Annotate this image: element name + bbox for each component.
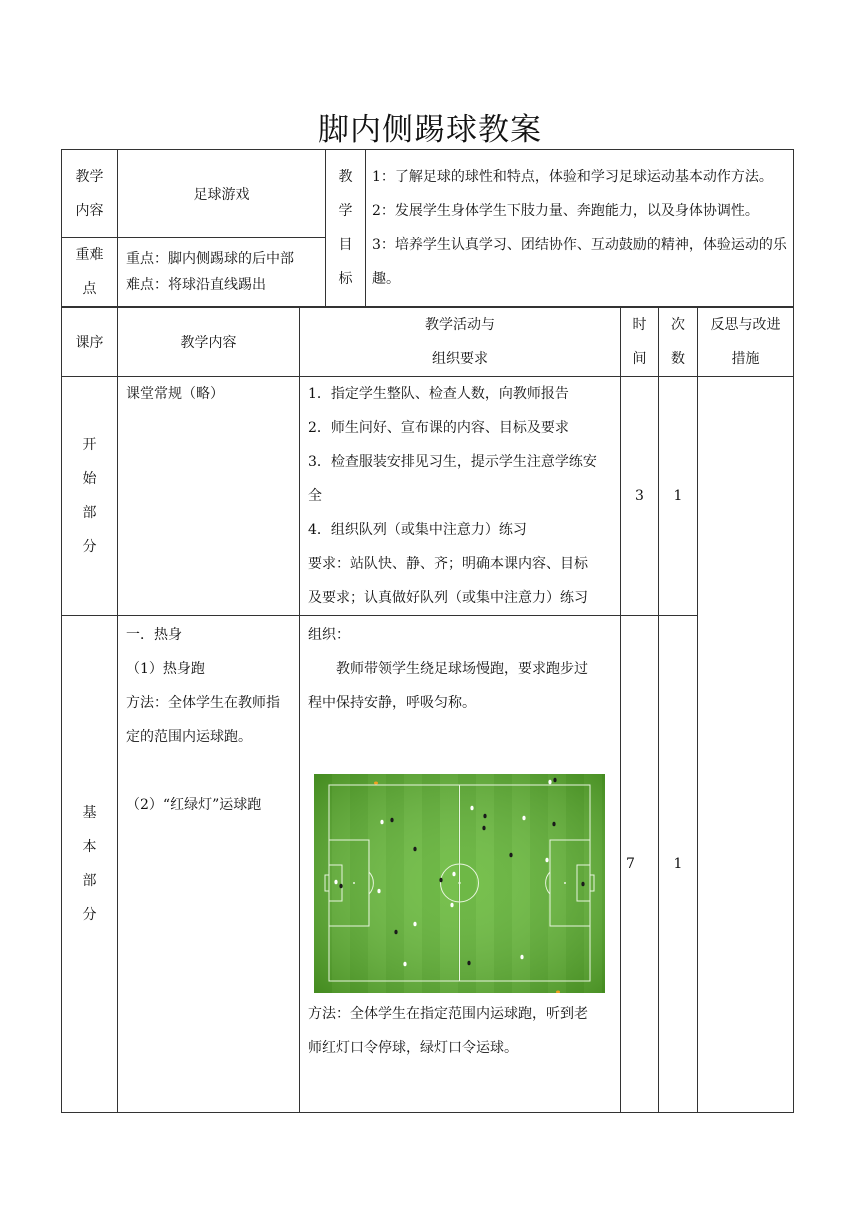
start-time: 3 <box>621 377 659 616</box>
col-content: 教学内容 <box>118 308 300 377</box>
start-activity: 1．指定学生整队、检查人数，向教师报告 2．师生问好、宣布课的内容、目标及要求 3．检查服装安排见习生，提示学生注意学练安 全 4．组织队列（或集中注意力）练习 要求：站队快、静、齐；明确本课内容、目标 及要求；认真做好队列（或集中注意力）练习 <box>300 377 621 616</box>
page-title: 脚内侧踢球教案 <box>318 112 542 148</box>
hard-point: 难点：将球沿直线踢出 <box>126 277 266 293</box>
reflection-cell <box>698 377 794 1113</box>
section-start: 开 始 部 分 <box>62 377 118 616</box>
lesson-table <box>61 307 794 1113</box>
soccer-field-icon <box>314 774 605 993</box>
start-count: 1 <box>659 377 698 616</box>
col-reflection: 反思与改进 措施 <box>698 308 794 377</box>
header-table <box>61 149 794 307</box>
difficulty-label: 重难 点 <box>62 238 118 307</box>
basic-content: 一．热身 （1）热身跑 方法：全体学生在教师指 定的范围内运球跑。 （2）“红绿灯”运球跑 <box>118 616 300 1113</box>
key-points <box>118 238 326 307</box>
section-basic: 基 本 部 分 <box>62 616 118 1113</box>
goals <box>366 150 794 307</box>
col-order: 课序 <box>62 308 118 377</box>
start-content: 课堂常规（略） <box>118 377 300 616</box>
goal-label: 教 学 目 标 <box>326 150 366 307</box>
key-point: 重点：脚内侧踢球的后中部 <box>126 251 294 267</box>
goal-1: 1：了解足球的球性和特点，体验和学习足球运动基本动作方法。 <box>372 169 773 185</box>
goal-3: 3：培养学生认真学习、团结协作、互动鼓励的精神，体验运动的乐趣。 <box>372 237 787 287</box>
basic-activity: 组织： 教师带领学生绕足球场慢跑，要求跑步过 程中保持安静，呼吸匀称。 方法：全体学生在指定范围内运球跑，听到老 师红灯口令停球，绿灯口令运球。 <box>300 616 621 1113</box>
col-activity: 教学活动与 组织要求 <box>300 308 621 377</box>
goal-2: 2：发展学生身体学生下肢力量、奔跑能力，以及身体协调性。 <box>372 203 759 219</box>
basic-count: 1 <box>659 616 698 1113</box>
basic-time: 7 <box>621 616 659 1113</box>
content-value: 足球游戏 <box>118 150 326 238</box>
content-label: 教学 内容 <box>62 150 118 238</box>
col-count: 次 数 <box>659 308 698 377</box>
soccer-field-image <box>314 774 605 993</box>
col-time: 时 间 <box>621 308 659 377</box>
